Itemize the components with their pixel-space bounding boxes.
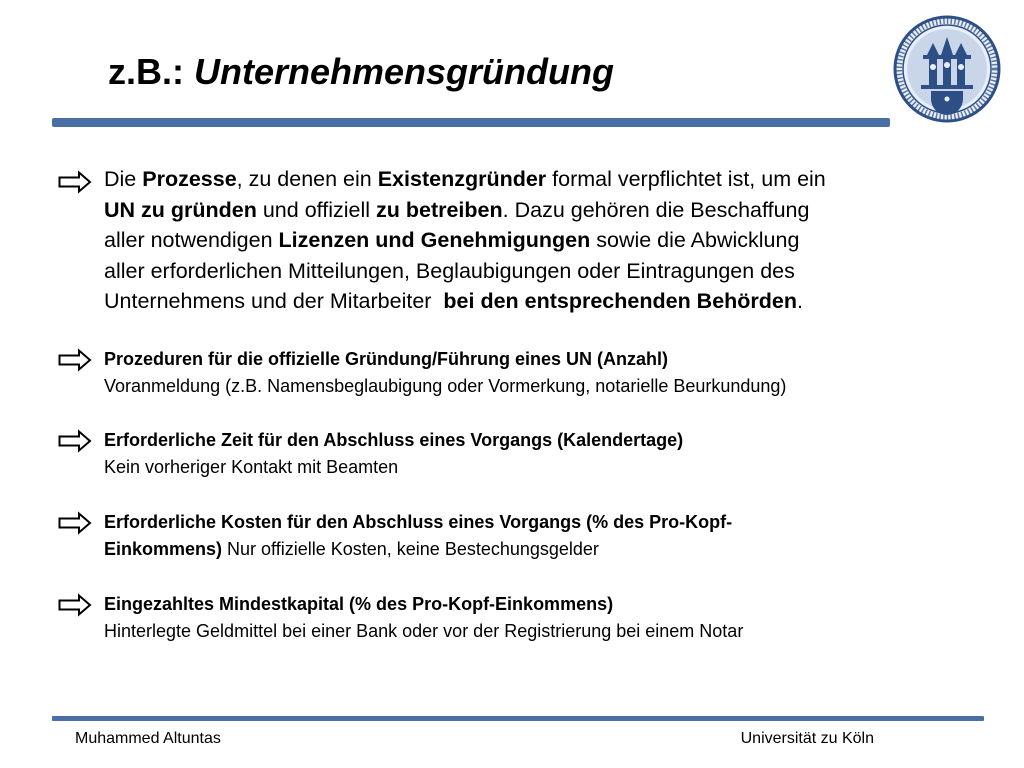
text-segment: Hinterlegte Geldmittel bei einer Bank oder vor der Registrierung bei einem Notar [104,621,744,641]
right-arrow-outline-icon [58,429,92,453]
text-line [104,164,826,195]
text-line [104,536,732,563]
title-prefix: z.B.: [108,51,194,92]
slide-title [108,52,614,92]
text-line [104,427,683,454]
text-line [104,373,786,400]
text-segment: Kein vorheriger Kontakt mit Beamten [104,457,399,477]
bold-text: Einkommens) [104,539,223,559]
right-arrow-outline-icon [58,170,92,194]
footer-divider [52,716,984,721]
title-divider [52,118,890,127]
right-arrow-outline-icon [58,348,92,372]
bullet-text [104,346,786,400]
text-segment: Nur offizielle Kosten, keine Bestechungsgelder [222,539,599,559]
bold-text: Erforderliche Kosten für den Abschluss eines Vorgangs (% des Pro-Kopf- [104,512,733,532]
text-line [104,195,826,226]
bullet-text [104,591,743,645]
text-line [104,591,743,618]
text-segment: sowie die Abwicklung [590,228,800,252]
text-line [104,618,743,645]
bullet-text [104,427,683,481]
text-segment: . Dazu gehören die Beschaffung [502,197,810,222]
text-line [104,454,683,481]
bullet-text [104,164,826,317]
text-line [104,509,732,536]
bold-text: Lizenzen und Genehmigungen [278,228,591,252]
footer-author: Muhammed Altuntas [75,730,221,747]
text-segment: Unternehmens und der Mitarbeiter [104,289,444,313]
bold-text: Existenzgründer [377,167,547,191]
right-arrow-outline-icon [58,593,92,617]
bold-text: Prozeduren für die offizielle Gründung/Führung eines UN (Anzahl) [104,349,669,369]
text-line [104,346,786,373]
text-line [104,286,826,317]
text-line [104,256,826,287]
bold-text: Prozesse [142,167,237,191]
text-segment: aller erforderlichen Mitteilungen, Beglaubigungen oder Eintragungen des [104,258,795,283]
bold-text: bei den entsprechenden Behörden [443,289,798,313]
text-segment: Voranmeldung (z.B. Namensbeglaubigung oder Vormerkung, notarielle Beurkundung) [104,376,787,396]
text-segment: , zu denen ein [236,167,378,191]
bold-text: Erforderliche Zeit für den Abschluss eines Vorgangs (Kalendertage) [104,430,684,450]
text-segment: formal verpflichtet ist, um ein [546,167,826,191]
text-segment: . [797,289,804,313]
text-segment: aller notwendigen [104,228,279,252]
right-arrow-outline-icon [58,511,92,535]
bold-text: Eingezahltes Mindestkapital (% des Pro-Kopf-Einkommens) [104,594,614,614]
bullet-text [104,509,732,563]
bold-text: zu betreiben [376,197,503,222]
text-segment: und offiziell [256,197,376,222]
text-segment: Die [104,167,143,191]
title-main: Unternehmensgründung [194,51,614,92]
university-seal-icon [893,15,1001,123]
bold-text: UN zu gründen [104,197,257,222]
text-line [104,225,826,256]
footer-institution: Universität zu Köln [740,730,874,747]
